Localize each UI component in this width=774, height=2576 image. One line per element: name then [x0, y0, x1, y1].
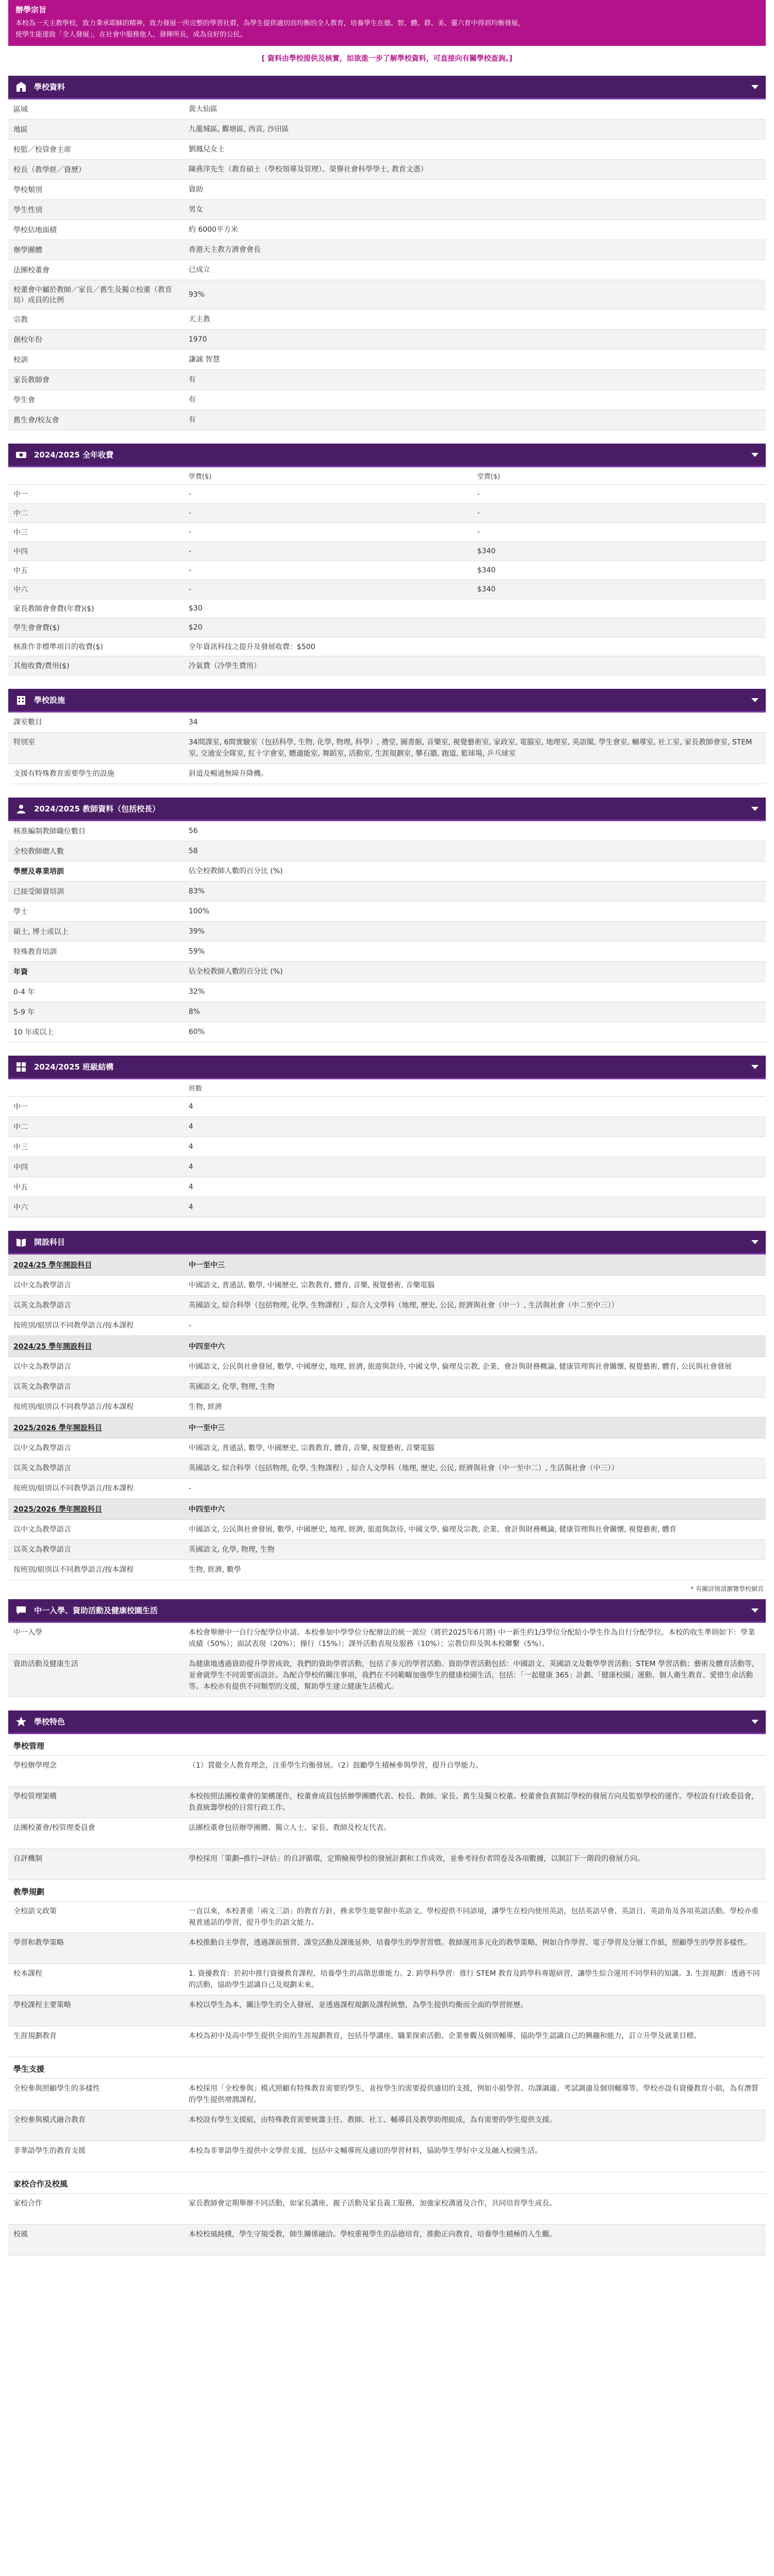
admission-table [8, 1623, 766, 1697]
fee-label: 家長教師會會費(年費)($) [13, 605, 94, 613]
chevron-down-icon[interactable] [751, 1608, 759, 1613]
info-row [8, 1377, 766, 1397]
row-label: 中一入學 [13, 1629, 42, 1637]
tongfai-value [472, 642, 766, 651]
info-row [8, 1964, 766, 1995]
year-label: 2025/2026 學年開設科目 [13, 1424, 102, 1432]
row-value: 斜道及暢通無障升降機。 [189, 770, 268, 778]
info-row [8, 2194, 766, 2225]
section-admission-header[interactable] [8, 1599, 766, 1623]
row-label: 辦學團體 [13, 246, 42, 255]
feature-group-title: 學校管理 [8, 1734, 766, 1756]
row-value: 中國語文, 公民與社會發展, 數學, 中國歷史, 地理, 經濟, 旅遊與款待, 中國文學, 倫理及宗教, 企業、會計與財務概論, 健康管理與社會關懷, 視覺藝術, 體育, 公民與社會發展 [189, 1363, 732, 1371]
row-value: 生物, 經濟, 數學 [189, 1566, 241, 1574]
row-label: 5-9 年 [13, 1008, 35, 1016]
school-icon [15, 81, 27, 93]
info-row [8, 1197, 766, 1217]
row-value: 4 [189, 1103, 193, 1111]
info-row [8, 1479, 766, 1499]
row-value: 4 [189, 1203, 193, 1211]
teacher-icon [15, 803, 27, 815]
info-row [8, 1459, 766, 1479]
info-row [8, 200, 766, 220]
mission-line: 使學生能達致「全人發展」，在社會中服務他人，發揮所長，成為良好的公民。 [15, 31, 247, 39]
row-label: 學校類別 [13, 186, 42, 194]
row-label: 中四 [13, 1163, 28, 1172]
tuition-value: - [189, 585, 192, 594]
info-row [8, 1276, 766, 1296]
row-value: 男女 [189, 206, 203, 214]
tongfai-value [472, 662, 766, 670]
row-value: 九龍城區, 觀塘區, 西貢, 沙田區 [189, 125, 289, 133]
row-value: 8% [189, 1008, 200, 1016]
info-row [8, 330, 766, 350]
row-value: 法團校董會包括辦學團體、獨立人士、家長、教師及校友代表。 [189, 1824, 391, 1832]
section-facilities-header[interactable] [8, 689, 766, 713]
row-value: 59% [189, 947, 205, 956]
form-range: 中一至中三 [189, 1261, 225, 1269]
chevron-down-icon[interactable] [751, 1065, 759, 1069]
info-row [8, 350, 766, 370]
info-row [8, 861, 766, 882]
row-value: 本校校風純樸，學生守規受教，師生關係融洽。學校重視學生的品德培育，推動正向教育，培養學生積極的人生觀。 [189, 2230, 557, 2239]
fee-label: 中五 [13, 567, 28, 575]
row-value: 已成立 [189, 266, 210, 274]
row-value: - [189, 1484, 192, 1493]
info-row [8, 1520, 766, 1540]
row-value: 謙誠 智慧 [189, 355, 220, 364]
fee-row [8, 485, 766, 504]
chevron-down-icon[interactable] [751, 1240, 759, 1244]
info-row [8, 410, 766, 430]
tongfai-value: - [477, 528, 480, 536]
section-title: 中一入學、資助活動及健康校園生活 [34, 1606, 158, 1615]
section-title: 2024/2025 全年收費 [34, 450, 114, 460]
info-row [8, 1097, 766, 1117]
tuition-value: - [189, 528, 192, 536]
info-row [8, 2141, 766, 2172]
row-value: 約 6000平方米 [189, 226, 239, 234]
classes-table [8, 1097, 766, 1217]
row-value: 中國語文, 公民與社會發展, 數學, 中國歷史, 地理, 經濟, 旅遊與款待, 中國文學, 倫理及宗教, 企業、會計與財務概論, 健康管理與社會關懷, 視覺藝術, 體育 [189, 1526, 677, 1534]
info-row [8, 2026, 766, 2057]
fee-row [8, 523, 766, 542]
form-range: 中四至中六 [189, 1343, 225, 1351]
tuition-value: $20 [189, 623, 203, 632]
row-label: 法團校董會/校管理委員會 [13, 1824, 95, 1832]
row-label: 非華語學生的教育支援 [13, 2147, 86, 2155]
row-value: 39% [189, 927, 205, 936]
data-notice: [ 資料由學校提供及核實，如欲進一步了解學校資料，可直接向有關學校查詢。] [261, 55, 513, 63]
info-row [8, 1902, 766, 1933]
row-label: 全校參與照顧學生的多樣性 [13, 2084, 100, 2093]
info-row [8, 1177, 766, 1197]
row-label: 家長教師會 [13, 376, 49, 384]
row-label: 全校語文政策 [13, 1907, 57, 1916]
row-label: 全校參與模式融合教育 [13, 2116, 86, 2124]
row-label: 10 年或以上 [13, 1028, 54, 1037]
info-row [8, 962, 766, 982]
row-label: 特殊教育培訓 [13, 948, 57, 956]
row-value: 英國語文, 綜合科學（包括物理, 化學, 生物課程）, 綜合人文學科（地理, 歷史, 公民, 經濟與社會（中一至中二）, 生活與社會（中三）） [189, 1464, 619, 1472]
features-table [8, 1734, 766, 2256]
info-row [8, 2225, 766, 2256]
row-value: 家長教師會定期舉辦不同活動，如家長講座、親子活動及家長義工服務，加強家校溝通及合作，共同培育學生成長。 [189, 2199, 557, 2208]
teachers-table [8, 821, 766, 1042]
info-row [8, 882, 766, 902]
row-label: 地區 [13, 126, 28, 134]
info-row [8, 1002, 766, 1022]
classes-column-header [8, 1079, 766, 1097]
row-label: 學習和教學策略 [13, 1939, 64, 1947]
row-label: 按班別/組別以不同教學語言/按本課程 [13, 1403, 134, 1411]
row-label: 中五 [13, 1183, 28, 1192]
year-label: 2024/25 學年開設科目 [13, 1261, 92, 1269]
row-value: 本校採用「全校參與」模式照顧有特殊教育需要的學生，並按學生的需要提供適切的支援，例如小組學習、功課調適、考試調適及個別輔導等。學校亦設有資優教育小組，為有潛質的學生提供增潤課程。 [189, 2084, 759, 2104]
info-row [8, 2079, 766, 2110]
row-value: 本校設有學生支援組，由特殊教育需要統籌主任、教師、社工、輔導員及教學助理組成，為有需要的學生提供支援。 [189, 2116, 557, 2124]
row-label: 生涯規劃教育 [13, 2032, 57, 2040]
row-value: 58 [189, 847, 198, 855]
tongfai-value: - [477, 509, 480, 517]
chevron-down-icon[interactable] [751, 1720, 759, 1724]
row-value: 本校會舉辦中一自行分配學位申請。本校參加中學學位分配辦法的統一派位（將於2025年6月將) 中一新生約1/3學位分配給小學生作為自行分配學位。本校的收生準則如下：學業成績（50%）；面試表現（20%）；操行（15%）；課外活動表現及服務（10%）；宗教信仰及與本校聯繫（5%）。 [189, 1629, 755, 1648]
row-label: 校本課程 [13, 1970, 42, 1978]
row-label: 以英文為教學語言 [13, 1301, 71, 1310]
row-value: 香港天主教方濟會會長 [189, 246, 261, 254]
tuition-value: $30 [189, 604, 203, 613]
info-row [8, 1157, 766, 1177]
row-value: 本校以學生為本，關注學生的全人發展，並透過課程規劃及課程統整，為學生提供均衡而全面的學習經歷。 [189, 2001, 528, 2009]
tongfai-value: $340 [477, 585, 496, 594]
row-value: 英國語文, 化學, 物理, 生物 [189, 1383, 275, 1391]
row-label: 校董會中屬於教師／家長／舊生及獨立校董（教育局）成員的比例 [13, 286, 172, 304]
class-count-header: 班數 [189, 1085, 203, 1093]
fee-label: 中三 [13, 529, 28, 537]
row-label: 課室數目 [13, 718, 42, 726]
row-label: 以中文為教學語言 [13, 1363, 71, 1371]
row-label: 中一 [13, 1103, 28, 1111]
tongfai-value: - [477, 490, 480, 498]
star-icon [15, 1716, 27, 1727]
row-label: 學生會 [13, 396, 35, 404]
row-label: 學生性別 [13, 206, 42, 214]
subjects-year-header [8, 1336, 766, 1357]
feature-group-title: 學生支援 [8, 2057, 766, 2079]
fee-label: 中一 [13, 490, 28, 499]
tuition-value: - [189, 509, 192, 517]
info-row [8, 1995, 766, 2026]
tuition-header: 學費($) [189, 473, 212, 481]
info-row [8, 1849, 766, 1880]
tuition-value: - [189, 547, 192, 555]
tuition-value: 冷氣費（冷學生費用） [189, 662, 261, 670]
fee-label: 中四 [13, 548, 28, 556]
row-value: 天主教 [189, 315, 210, 324]
fee-label: 其他收費/費用($) [13, 662, 70, 670]
row-value: 93% [189, 291, 205, 299]
info-row [8, 370, 766, 390]
fee-label: 中六 [13, 586, 28, 594]
info-row [8, 140, 766, 160]
form-range: 中一至中三 [189, 1424, 225, 1432]
money-icon [15, 449, 27, 461]
info-row [8, 733, 766, 764]
info-row [8, 1296, 766, 1316]
row-label: 資助活動及健康生活 [13, 1660, 78, 1668]
section-title: 學校資料 [34, 82, 65, 92]
row-label: 以英文為教學語言 [13, 1464, 71, 1472]
section-classes-header[interactable] [8, 1056, 766, 1079]
fee-row [8, 599, 766, 618]
row-value: 中國語文, 普通話, 數學, 中國歷史, 宗教教育, 體育, 音樂, 視覺藝術, 音樂電腦 [189, 1444, 435, 1452]
info-row [8, 120, 766, 140]
row-label: 以英文為教學語言 [13, 1383, 71, 1391]
subjects-footnote: * 有關詳情請瀏覽學校網頁 [691, 1585, 764, 1592]
info-row [8, 280, 766, 310]
info-row [8, 220, 766, 240]
row-value: 100% [189, 907, 210, 916]
fee-label: 學生會會費($) [13, 624, 60, 632]
chat-icon [15, 1605, 27, 1616]
row-label: 年資 [13, 968, 28, 976]
tongfai-header: 堂費($) [477, 473, 500, 481]
row-label: 校風 [13, 2230, 28, 2239]
info-row [8, 1623, 766, 1654]
tuition-value: 全年資訊科技之提升及發展收費：$500 [189, 643, 315, 651]
row-value: 一直以來，本校著重「兩文三語」的教育方針，務求學生能掌握中英語文。學校提供不同語境，讓學生在校內使用英語，包括英語早會、英語日、英語角及各項英語活動。學校亦重視普通話的學習，提升學生的語文能力。 [189, 1907, 759, 1927]
subjects-year-header [8, 1499, 766, 1520]
row-label: 法團校董會 [13, 266, 49, 275]
fee-row [8, 504, 766, 523]
info-row [8, 1787, 766, 1818]
row-label: 以中文為教學語言 [13, 1526, 71, 1534]
form-range: 中四至中六 [189, 1505, 225, 1514]
row-label: 碩士, 博士或以上 [13, 928, 69, 936]
info-row [8, 1933, 766, 1964]
chevron-down-icon[interactable] [751, 453, 759, 457]
row-label: 學校辦學理念 [13, 1761, 57, 1770]
row-label: 舊生會/校友會 [13, 416, 59, 425]
fee-row [8, 561, 766, 580]
row-value: 有 [189, 416, 196, 424]
row-label: 中六 [13, 1204, 28, 1212]
year-label: 2024/25 學年開設科目 [13, 1343, 92, 1351]
info-row [8, 390, 766, 410]
subjects-year-header [8, 1255, 766, 1276]
info-row [8, 942, 766, 962]
row-label: 創校年份 [13, 336, 42, 344]
row-value: 4 [189, 1143, 193, 1151]
row-label: 以中文為教學語言 [13, 1281, 71, 1290]
row-label: 特別室 [13, 738, 35, 747]
row-value: 本校推動自主學習，透過課前預習、課堂活動及課後延伸，培養學生的學習習慣。教師運用多元化的教學策略，例如合作學習、電子學習及分層工作紙，照顧學生的學習多樣性。 [189, 1939, 751, 1947]
fee-label: 中二 [13, 510, 28, 518]
row-value: 英國語文, 綜合科學（包括物理, 化學, 生物課程）, 綜合人文學科（地理, 歷史, 公民, 經濟與社會（中一）, 生活與社會（中二至中三）） [189, 1301, 619, 1310]
row-value: 黃大仙區 [189, 105, 217, 113]
row-value: 資助 [189, 185, 203, 194]
section-school-info-header[interactable] [8, 76, 766, 99]
tongfai-value: $340 [477, 547, 496, 555]
tuition-value: - [189, 490, 192, 498]
fee-row [8, 637, 766, 656]
row-value: - [189, 1321, 192, 1330]
row-value: 中國語文, 普通話, 數學, 中國歷史, 宗教教育, 體育, 音樂, 視覺藝術, 音樂電腦 [189, 1281, 435, 1290]
fee-label: 核准作非標準項目的收費($) [13, 643, 103, 651]
info-row [8, 1117, 766, 1137]
fees-column-header [8, 467, 766, 485]
row-value: 本校為初中及高中學生提供全面的生涯規劃教育，包括升學講座、職業探索活動、企業參觀及個別輔導，協助學生認識自己的興趣和能力，訂立升學及就業目標。 [189, 2032, 701, 2040]
fee-row [8, 618, 766, 637]
mission-title: 辦學宗旨 [15, 5, 47, 14]
row-value: 有 [189, 396, 196, 404]
info-row [8, 1397, 766, 1417]
row-value: 4 [189, 1123, 193, 1131]
row-label: 校長（教學經／資歷） [13, 166, 86, 174]
row-value: 34間課室, 6間實驗室（包括科學, 生物, 化學, 物理, 科學）, 禮堂, 圖書館, 音樂室, 視覺藝術室, 家政室, 電腦室, 地理室, 英語閣, 學生會室, 輔導室, 社工室, 家長教師會室, STEM 室, 交通安全隊室, 紅十字會室, 體適能室, 舞蹈室, 活動室, 生涯規劃室, 攀石牆, 跑道, 籃球場, 乒乓球室 [189, 738, 752, 758]
chevron-down-icon[interactable] [751, 85, 759, 89]
row-label: 中三 [13, 1143, 28, 1151]
info-row [8, 1022, 766, 1042]
book-icon [15, 1236, 27, 1248]
info-row [8, 1756, 766, 1787]
row-label: 按班別/組別以不同教學語言/按本課程 [13, 1321, 134, 1330]
row-label: 按班別/組別以不同教學語言/按本課程 [13, 1566, 134, 1574]
info-row [8, 1540, 766, 1560]
section-fees-header[interactable] [8, 444, 766, 467]
feature-group-title: 教學規劃 [8, 1880, 766, 1902]
chevron-down-icon[interactable] [751, 807, 759, 811]
row-label: 學校佔地面積 [13, 226, 57, 234]
row-value: 有 [189, 376, 196, 384]
section-features-header[interactable] [8, 1710, 766, 1734]
fee-row [8, 542, 766, 561]
section-title: 開設科目 [34, 1238, 65, 1247]
info-row [8, 982, 766, 1002]
row-label: 區域 [13, 106, 28, 114]
row-label: 支援有特殊教育需要學生的設施 [13, 770, 114, 778]
info-row [8, 2110, 766, 2141]
row-label: 校監／校管會主席 [13, 146, 71, 154]
section-title: 學校設施 [34, 696, 65, 705]
tongfai-value [472, 604, 766, 613]
row-label: 0-4 年 [13, 988, 35, 996]
facilities-table [8, 713, 766, 784]
row-label: 以英文為教學語言 [13, 1546, 71, 1554]
info-row [8, 1357, 766, 1377]
row-value: （1）貫徹全人教育理念，注重學生均衡發展。（2）鼓勵學生積極參與學習，提升自學能力。 [189, 1761, 483, 1770]
tuition-value: - [189, 566, 192, 574]
info-row [8, 240, 766, 260]
section-title: 2024/2025 教師資料（包括校長） [34, 804, 160, 814]
mission-line: 本校為一天主教學校，致力秉承耶穌的精神，致力發展一所完整的學習社群，為學生提供適切而均衡的全人教育，培養學生在德、智、體、群、美、靈六育中得到均衡發展， [15, 20, 525, 27]
row-label: 按班別/組別以不同教學語言/按本課程 [13, 1484, 134, 1493]
row-value: 60% [189, 1028, 205, 1036]
info-row [8, 841, 766, 861]
row-label: 宗教 [13, 316, 28, 324]
row-value: 為健康地透過資助提升學習成效，我們的資助學習活動，包括了多元的學習活動。資助學習活動包括：中國語文、英國語文及數學學習活動；STEM 學習活動；藝術及體育活動等，並會就學生不同需要而設計。為配合學校的關注事項，我們在不同範疇加強學生的健康校園生活，包括：「一起健康 365」計劃、「健康校園」運動、個人衛生教育、愛惜生命活動等。本校亦有提供不同類型的支援，幫助學生建立健康生活模式。 [189, 1660, 759, 1691]
row-value: 32% [189, 988, 205, 996]
row-value: 劉鳳兒女士 [189, 145, 225, 154]
row-value: 34 [189, 718, 198, 726]
info-row [8, 764, 766, 784]
info-row [8, 1560, 766, 1580]
info-row [8, 310, 766, 330]
row-value: 1970 [189, 335, 207, 344]
row-label: 全校教師總人數 [13, 848, 64, 856]
fee-row [8, 580, 766, 599]
mission-banner [8, 0, 766, 46]
row-value: 1. 資優教育：於初中推行資優教育課程，培養學生的高階思維能力。2. 跨學科學習：推行 STEM 教育及跨學科專題研習，讓學生綜合運用不同學科的知識。3. 生涯規劃：透過不同的活動，協助學生認識自己及規劃未來。 [189, 1970, 760, 1989]
row-label: 學校課程主要策略 [13, 2001, 71, 2009]
info-row [8, 713, 766, 733]
section-title: 學校特色 [34, 1717, 65, 1726]
info-row [8, 160, 766, 180]
info-row [8, 99, 766, 120]
row-label: 以中文為教學語言 [13, 1444, 71, 1452]
row-value: 83% [189, 887, 205, 895]
info-row [8, 1438, 766, 1459]
row-value: 4 [189, 1163, 193, 1171]
row-label: 家校合作 [13, 2199, 42, 2208]
fee-row [8, 656, 766, 675]
subjects-table [8, 1255, 766, 1580]
info-row [8, 1316, 766, 1336]
row-value: 生物, 經濟 [189, 1403, 222, 1411]
info-row [8, 1818, 766, 1849]
row-value: 本校為非華語學生提供中文學習支援，包括中文輔導班及適切的學習材料，協助學生學好中文及融入校園生活。 [189, 2147, 542, 2155]
row-value: 56 [189, 827, 198, 835]
info-row [8, 922, 766, 942]
row-label: 已接受師資培訓 [13, 888, 64, 896]
school-info-table [8, 99, 766, 430]
row-value: 佔全校教師人數的百分比 (%) [189, 968, 283, 976]
row-value: 學校採用「策劃─推行─評估」的自評循環，定期檢視學校的發展計劃和工作成效，並參考持份者問卷及各項數據，以制訂下一階段的發展方向。 [189, 1855, 645, 1863]
row-label: 學校管理架構 [13, 1792, 57, 1801]
tongfai-value [472, 623, 766, 632]
year-label: 2025/2026 學年開設科目 [13, 1505, 102, 1514]
info-row [8, 1137, 766, 1157]
info-row [8, 260, 766, 280]
row-label: 學士 [13, 908, 28, 916]
subjects-year-header [8, 1417, 766, 1438]
info-row [8, 902, 766, 922]
row-value: 4 [189, 1183, 193, 1191]
fees-table [8, 485, 766, 675]
row-value: 本校按照法團校董會的架構運作，校董會成員包括辦學團體代表、校長、教師、家長、舊生及獨立校董。校董會負責制訂學校的發展方向及監察學校的運作。學校設有行政委員會，負責統籌學校的日常行政工作。 [189, 1792, 759, 1812]
row-label: 校訓 [13, 356, 28, 364]
row-value: 陳燕萍先生（教育碩士（學校領導及管理）、榮譽社會科學學士, 教育文憑） [189, 165, 428, 174]
building-icon [15, 694, 27, 706]
section-subjects-header[interactable] [8, 1231, 766, 1255]
row-label: 學歷及專業培訓 [13, 868, 64, 876]
row-label: 中二 [13, 1123, 28, 1131]
section-teachers-header[interactable] [8, 798, 766, 821]
section-title: 2024/2025 班級結構 [34, 1062, 114, 1072]
feature-group-title: 家校合作及校風 [8, 2172, 766, 2194]
info-row [8, 1654, 766, 1697]
grid-icon [15, 1061, 27, 1073]
row-label: 自評機制 [13, 1855, 42, 1863]
tongfai-value: $340 [477, 566, 496, 574]
row-value: 佔全校教師人數的百分比 (%) [189, 867, 283, 875]
info-row [8, 180, 766, 200]
chevron-down-icon[interactable] [751, 698, 759, 702]
row-value: 英國語文, 化學, 物理, 生物 [189, 1546, 275, 1554]
row-label: 核准編制教師職位數目 [13, 827, 86, 836]
info-row [8, 821, 766, 841]
